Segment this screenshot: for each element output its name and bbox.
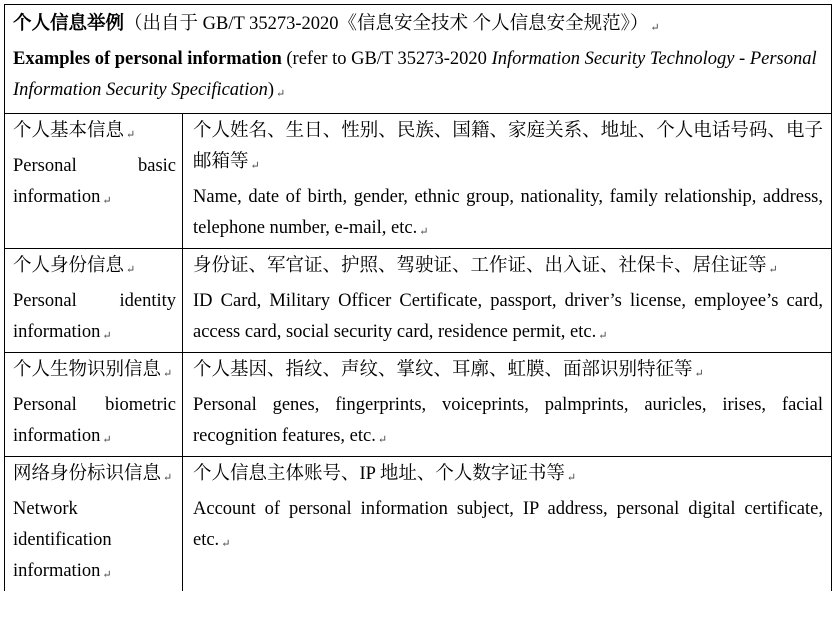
examples-en: ID Card, Military Officer Certificate, passport, driver’s license, employee’s card, access card, social security card, residence permit, etc. xyxy=(193,291,823,342)
header-en-line xyxy=(13,44,825,110)
examples-zh: 身份证、军官证、护照、驾驶证、工作证、出入证、社保卡、居住证等 xyxy=(193,256,767,276)
paragraph-mark-icon: ↵ xyxy=(598,330,608,342)
examples-en: Account of personal information subject, IP address, personal digital certificate, etc. xyxy=(193,499,823,550)
category-en: Personal identity information xyxy=(13,291,176,342)
examples-cell xyxy=(183,249,831,352)
examples-zh: 个人信息主体账号、IP 地址、个人数字证书等 xyxy=(193,464,565,484)
category-cell xyxy=(5,353,183,456)
header-title-zh: 个人信息举例 xyxy=(13,14,125,34)
header-ref-zh: （出自于 GB/T 35273-2020《信息安全技术 个人信息安全规范》） xyxy=(124,14,649,34)
paragraph-mark-icon: ↵ xyxy=(694,368,704,380)
category-zh: 个人生物识别信息 xyxy=(13,360,162,380)
category-en: Network identification information xyxy=(13,499,112,581)
category-zh: 个人基本信息 xyxy=(13,121,125,141)
header-standard-name: Information Security Technology - Personal Information Security Specification xyxy=(13,49,817,100)
paragraph-mark-icon: ↵ xyxy=(250,160,260,172)
paragraph-mark-icon: ↵ xyxy=(126,129,136,141)
paragraph-mark-icon: ↵ xyxy=(102,434,112,446)
category-en: Personal basic information xyxy=(13,156,176,207)
examples-cell xyxy=(183,457,831,591)
paragraph-mark-icon: ↵ xyxy=(126,264,136,276)
paragraph-mark-icon: ↵ xyxy=(163,368,173,380)
paragraph-mark-icon: ↵ xyxy=(768,264,778,276)
category-cell xyxy=(5,249,183,352)
examples-en: Personal genes, fingerprints, voiceprints, palmprints, auricles, irises, facial recognition features, etc. xyxy=(193,395,823,446)
paragraph-mark-icon: ↵ xyxy=(650,22,660,34)
table-header xyxy=(5,5,831,114)
table-row xyxy=(5,457,831,591)
examples-zh: 个人基因、指纹、声纹、掌纹、耳廓、虹膜、面部识别特征等 xyxy=(193,360,693,380)
table-row xyxy=(5,114,831,249)
examples-cell xyxy=(183,114,831,248)
paragraph-mark-icon: ↵ xyxy=(377,434,388,446)
category-zh: 网络身份标识信息 xyxy=(13,464,162,484)
personal-info-table xyxy=(4,4,832,591)
category-cell xyxy=(5,457,183,591)
category-en: Personal biometric information xyxy=(13,395,176,446)
examples-en: Name, date of birth, gender, ethnic group, nationality, family relationship, address, telephone number, e-mail, etc. xyxy=(193,187,823,238)
paragraph-mark-icon: ↵ xyxy=(276,88,286,100)
paragraph-mark-icon: ↵ xyxy=(221,538,231,550)
table-row xyxy=(5,353,831,457)
paragraph-mark-icon: ↵ xyxy=(163,472,173,484)
header-title-en: Examples of personal information xyxy=(13,49,282,69)
header-zh-line xyxy=(13,9,825,44)
paragraph-mark-icon: ↵ xyxy=(102,330,112,342)
header-ref-en: (refer to GB/T 35273-2020 xyxy=(281,49,492,69)
examples-cell xyxy=(183,353,831,456)
examples-zh: 个人姓名、生日、性别、民族、国籍、家庭关系、地址、个人电话号码、电子邮箱等 xyxy=(193,121,823,172)
paragraph-mark-icon: ↵ xyxy=(102,195,112,207)
header-close: ) xyxy=(267,80,275,100)
category-cell xyxy=(5,114,183,248)
paragraph-mark-icon: ↵ xyxy=(566,472,577,484)
paragraph-mark-icon: ↵ xyxy=(102,569,112,581)
table-row xyxy=(5,249,831,353)
category-zh: 个人身份信息 xyxy=(13,256,125,276)
paragraph-mark-icon: ↵ xyxy=(419,226,429,238)
